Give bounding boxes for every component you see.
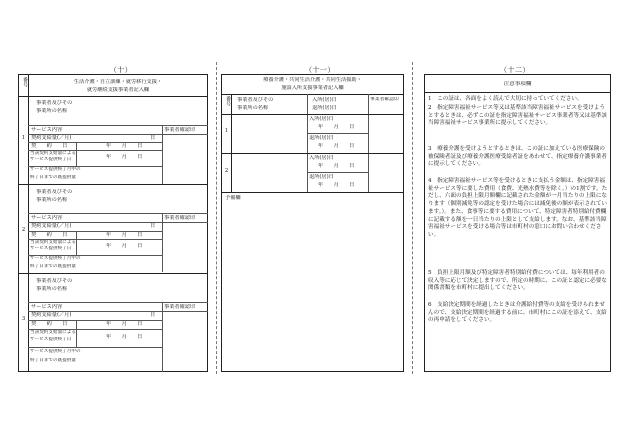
middle-provider-header-2: 事業所の名称	[237, 105, 269, 111]
provider-label: 事業者及びその	[36, 189, 73, 195]
service-content-label: サービス内容	[31, 215, 63, 221]
day-suffix: 日	[150, 312, 156, 318]
fold-line-left	[216, 62, 217, 374]
contract-amount-label: 契約支給量(／月)	[31, 312, 72, 318]
contract-amount-label: 契約支給量(／月)	[31, 223, 72, 229]
exit-date-value: 年 月 日	[318, 143, 355, 149]
provider-label: 事業者及びその	[36, 100, 73, 106]
provider-confirm-label: 事業者確認印	[164, 215, 196, 221]
remain-label-2: 終了日までの既提供量	[30, 264, 76, 269]
row-number: 3	[21, 316, 26, 322]
contract-date-value: 年 月 日	[106, 232, 143, 238]
service-content-label: サービス内容	[31, 127, 63, 133]
day-suffix: 日	[150, 223, 156, 229]
exit-date-header: 退所(居)日	[312, 105, 337, 111]
middle-provider-header-1: 事業者及びその	[237, 97, 274, 103]
contract-date-value: 年 月 日	[106, 321, 143, 327]
day-suffix: 日	[150, 135, 156, 141]
middle-header-line2: 施設入所支援事業者記入欄	[281, 85, 344, 91]
contract-date-label: 契 約 日	[31, 143, 68, 149]
contract-date-value: 年 月 日	[106, 143, 143, 149]
contract-date-label: 契 約 日	[31, 232, 68, 238]
note-item-3: 3 療養介護を受けようとするときは、この証に加えている医療保険の被保険者証及び療養介護医療受給者証をあわせて、指定療養介護事業者に提示してください。	[428, 146, 607, 168]
end-date-label-2: サービス提供終了日	[30, 246, 72, 251]
provider-label-2: 事業所の名称	[36, 108, 68, 114]
entry-date-header: 入所(居)日	[312, 97, 337, 103]
reserve-section-label: 予備欄	[225, 195, 241, 201]
exit-date-label: 退所(居)日	[309, 174, 334, 180]
remain-label-2: 終了日までの既提供量	[30, 175, 76, 180]
end-date-value: 年 月 日	[106, 334, 143, 340]
notes-title: 注意事項欄	[503, 81, 532, 87]
end-date-value: 年 月 日	[106, 154, 143, 160]
contract-amount-label: 契約支給量(／月)	[31, 135, 72, 141]
note-item-6: 6 支給決定期間を経過したときは介護給付費等の支給を受けられませんので、支給決定期間を経過する前に、市町村にこの証を添えて、支給の再申請をしてください。	[428, 302, 607, 324]
service-content-label: サービス内容	[31, 304, 63, 310]
end-date-label-1: 当該契約支給量による	[30, 151, 76, 156]
exit-date-label: 退所(居)日	[309, 135, 334, 141]
end-date-label-2: サービス提供終了日	[30, 337, 72, 342]
left-header-line1: 生活介護・自立訓練・就労移行支援・	[73, 79, 163, 85]
provider-label-2: 事業所の名称	[36, 197, 68, 203]
entry-date-value: 年 月 日	[318, 124, 355, 130]
entry-date-label: 入所(居)日	[309, 116, 334, 122]
number-column-header: 番号	[225, 96, 231, 106]
end-date-label-1: 当該契約支給量による	[30, 240, 76, 245]
number-column-header: 番号	[22, 77, 28, 87]
end-date-label-1: 当該契約支給量による	[30, 330, 76, 335]
row-number: 1	[21, 135, 26, 141]
end-date-label-2: サービス提供終了日	[30, 157, 72, 162]
row-number: 1	[224, 128, 229, 134]
entry-date-label: 入所(居)日	[309, 155, 334, 161]
middle-confirm-header-1: 事業者確認印	[370, 97, 399, 102]
note-item-5: 5 負担上限月額及び特定障害者特別給付費については、毎年利用者の収入等に応じて決定しますので、所定の時期に、この証と認定に必要な関係書類を市町村に提出してください。	[428, 270, 607, 292]
left-header-line2: 就労継続支援事業者記入欄	[86, 87, 150, 93]
end-date-value: 年 月 日	[106, 243, 143, 249]
provider-label: 事業者及びその	[36, 278, 73, 284]
page-number-11: （十一）	[305, 66, 335, 74]
provider-label-2: 事業所の名称	[36, 286, 68, 292]
remain-label-1: サービス提供終了月中の	[30, 256, 81, 261]
note-item-4: 4 指定障害福祉サービス等を受けるときに支払う金額は、指定障害福祉サービス等に要した費用（食費、光熱水費等を除く。）の1割です。ただし、六面の負担上限月額欄に記載された金額が一月当たりの上限になります（個別減免等の認定を受けた場合には減免後の額が表示されています。）。また、食事等に要する費用について、特定障害者特別給付費欄に記載する額を一日当たりの上限として支給します。なお、基準該当障害福祉サービスを受ける場合等は市町村の窓口にお問い合わせください。	[428, 178, 608, 239]
row-number: 2	[224, 168, 229, 174]
middle-header-line1: 療養介護・共同生活介護・共同生活援助・	[263, 77, 362, 83]
remain-label-2: 終了日までの既提供量	[30, 358, 76, 363]
provider-confirm-label: 事業者確認印	[164, 127, 196, 133]
page-number-12: （十二）	[500, 66, 530, 74]
fold-line-right	[412, 62, 413, 374]
provider-confirm-label: 事業者確認印	[164, 304, 196, 310]
note-item-2: 2 指定障害福祉サービス等又は基準該当障害福祉サービスを受けようとするときは、必ずこの証を指定障害福祉サービス事業者等又は基準該当障害福祉サービス事業所に提示してください。	[428, 105, 608, 127]
remain-label-1: サービス提供終了月中の	[30, 349, 81, 354]
row-number: 2	[21, 227, 26, 233]
note-item-1: 1 この証は、各面をよく読んで大切に持っていてください。	[428, 96, 583, 102]
page-number-10: （十）	[109, 66, 133, 74]
contract-date-label: 契 約 日	[31, 321, 68, 327]
remain-label-1: サービス提供終了月中の	[30, 167, 81, 172]
exit-date-value: 年 月 日	[318, 182, 355, 188]
entry-date-value: 年 月 日	[318, 163, 355, 169]
